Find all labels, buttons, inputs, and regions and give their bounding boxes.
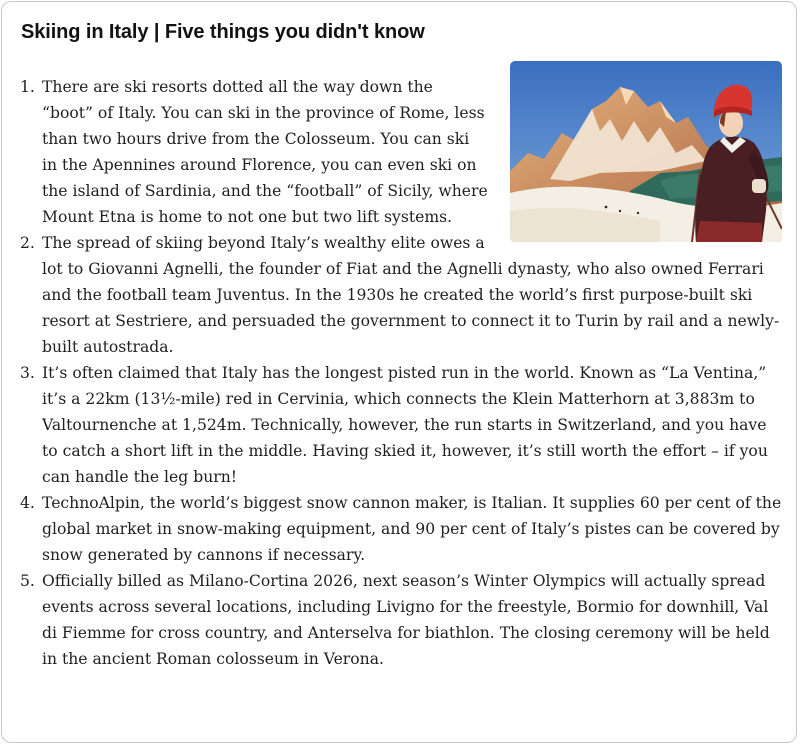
list-item-number: 5. — [20, 572, 35, 590]
list-item-text: The spread of skiing beyond Italy’s wealthy elite owes a lot to Giovanni Agnelli, the founder of Fiat and the Agnelli dynasty, who also owned Ferrari and the football team Juventus. In the 1930s he created the world’s first purpose-built ski resort at Sestriere, and persuaded the government to connect it to Turin by rail and a newly-built autostrada. — [42, 234, 780, 356]
list-item-text: Officially billed as Milano-Cortina 2026, next season’s Winter Olympics will actually spread events across several locations, including Livigno for the freestyle, Bormio for downhill, Val di Fiemme for cross country, and Anterselva for biathlon. The closing ceremony will be held in the ancient Roman colosseum in Verona. — [42, 572, 770, 668]
list-item-text: There are ski resorts dotted all the way down the “boot” of Italy. You can ski in the province of Rome, less than two hours drive from the Colosseum. You can ski in the Apennines around Florence, you can even ski on the island of Sardinia, and the “football” of Sicily, where Mount Etna is home to not one but two lift systems. — [42, 78, 488, 226]
list-item — [20, 568, 784, 672]
list-item-number: 4. — [20, 494, 35, 512]
facts-list — [20, 74, 784, 672]
list-item-number: 1. — [20, 78, 35, 96]
list-item — [20, 490, 784, 568]
list-item — [20, 230, 784, 360]
list-item-text: It’s often claimed that Italy has the longest pisted run in the world. Known as “La Ventina,” it’s a 22km (13½-mile) red in Cervinia, which connects the Klein Matterhorn at 3,883m to Valtournenche at 1,524m. Technically, however, the run starts in Switzerland, and you have to catch a short lift in the middle. Having skied it, however, it’s still worth the effort – if you can handle the leg burn! — [42, 364, 768, 486]
article-title: Skiing in Italy | Five things you didn't know — [21, 21, 425, 43]
list-item-number: 3. — [20, 364, 35, 382]
article-card — [1, 1, 797, 743]
list-item — [20, 360, 784, 490]
list-item — [20, 74, 784, 230]
list-item-number: 2. — [20, 234, 35, 252]
list-item-text: TechnoAlpin, the world’s biggest snow cannon maker, is Italian. It supplies 60 per cent of the global market in snow-making equipment, and 90 per cent of Italy’s pistes can be covered by snow generated by cannons if necessary. — [42, 494, 782, 564]
